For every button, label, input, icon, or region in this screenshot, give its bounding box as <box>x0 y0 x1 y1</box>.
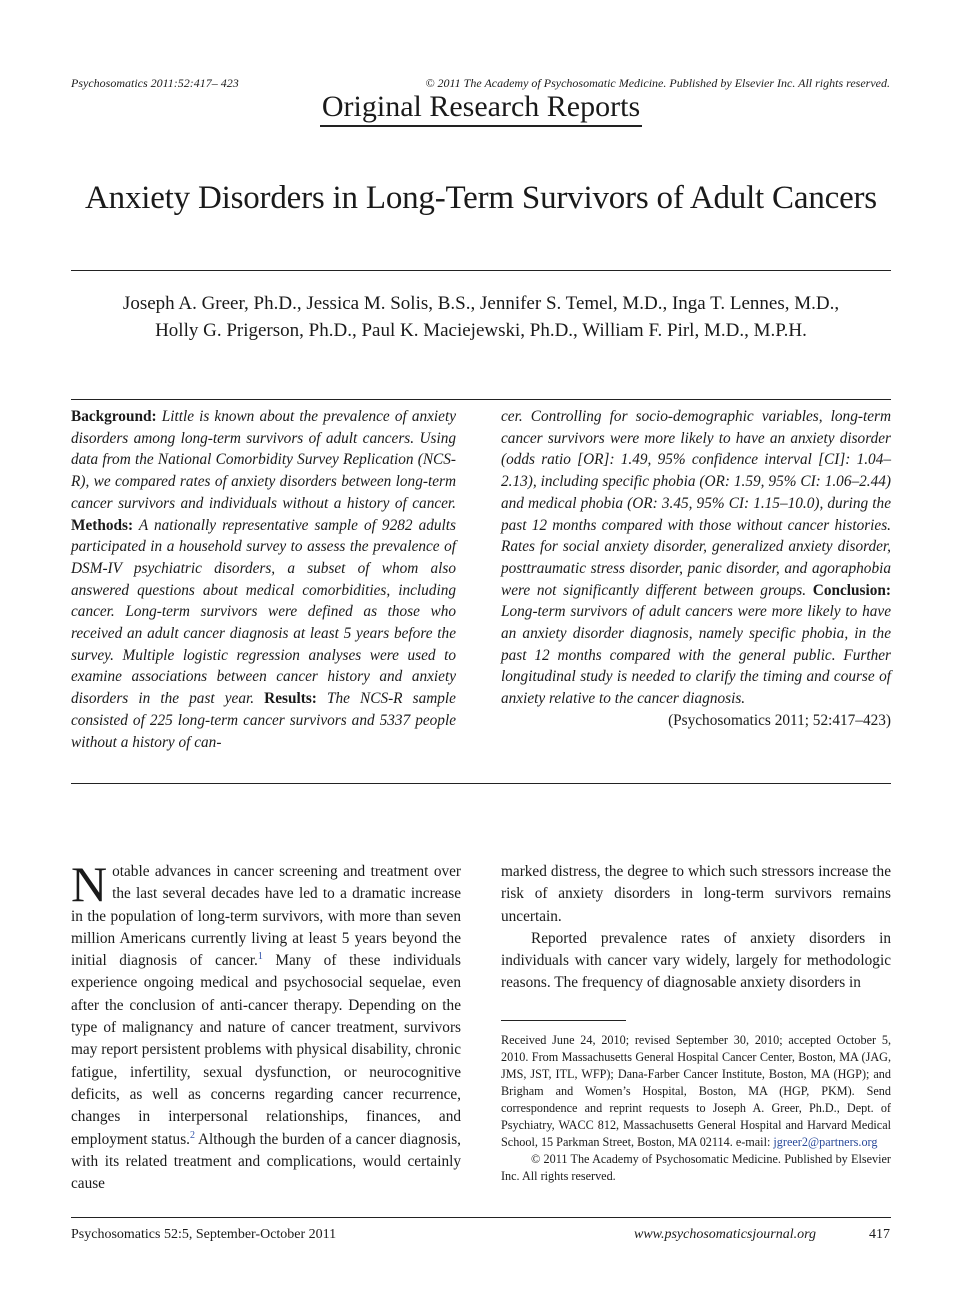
running-header-citation: Psychosomatics 2011:52:417– 423 <box>71 76 239 90</box>
conclusion-label: Conclusion: <box>812 581 891 599</box>
footnote-received: Received June 24, 2010; revised September 30, 2010; accepted October 5, 2010. From Massachusetts General Hospital Cancer Center, Boston, MA (JAG, JMS, JST, ITL, WFP); Dana-Farber Cancer Institute, Boston, MA (HGP); and Brigham and Women’s Hospital, Boston, MA (HGP, PKM). Send correspondence and reprint requests to Joseph A. Greer, Ph.D., Dept. of Psychiatry, WACC 812, Massachusetts General Hospital and Harvard Medical School, 15 Parkman Street, Boston, MA 02114. e-mail: <box>501 1033 891 1149</box>
results-text-part-2: cer. Controlling for socio-demographic variables, long-term cancer survivors were more likely to have an anxiety disorder (odds ratio [OR]: 1.49, 95% confidence interval [CI]: 1.04–2.13), including specific phobia (OR: 1.59, 95% CI: 1.06–2.44) and medical phobia (OR: 3.45, 95% CI: 1.15–10.0), during the past 12 months compared with those without cancer histories. Rates for social anxiety disorder, generalized anxiety disorder, posttraumatic stress disorder, panic disorder, and agoraphobia were not significantly different between groups. <box>501 408 891 599</box>
body-left-column <box>71 856 461 1195</box>
authors-line-1: Joseph A. Greer, Ph.D., Jessica M. Solis, B.S., Jennifer S. Temel, M.D., Inga T. Lennes, M.D., <box>122 293 840 314</box>
results-text-part-1: The NCS-R sample consisted of 225 long-term cancer survivors and 5337 people without a history of can- <box>71 690 456 751</box>
footnote-copyright: © 2011 The Academy of Psychosomatic Medicine. Published by Elsevier Inc. All rights reserved. <box>501 1152 891 1183</box>
abstract-bottom-rule <box>71 783 891 784</box>
body-right-column <box>501 861 891 995</box>
authors-line-2: Holly G. Prigerson, Ph.D., Paul K. Maciejewski, Ph.D., William F. Pirl, M.D., M.P.H. <box>155 320 807 341</box>
author-list <box>71 290 891 344</box>
background-label: Background: <box>71 408 157 425</box>
title-rule <box>71 270 891 271</box>
footer-journal: Psychosomatics 52:5, September-October 2011 <box>71 1227 337 1242</box>
footnote-rule <box>501 1020 626 1021</box>
abstract-top-rule <box>71 399 891 400</box>
page-number: 417 <box>869 1227 890 1242</box>
body-paragraph-1c-part-1: Although the burden of a cancer diagnosis, with its related treatment and complications, would certainly cause <box>71 1130 461 1193</box>
conclusion-text: Long-term survivors of adult cancers were more likely to have an anxiety disorder diagnosis, namely specific phobia, in the past 12 months compared with the general public. Further longitudinal study is needed to clarify the timing and course of anxiety relative to the cancer diagnosis. <box>501 603 891 708</box>
body-paragraph-1c-part-2: marked distress, the degree to which such stressors increase the risk of anxiety disorders in long-term survivors remains uncertain. <box>501 863 891 925</box>
abstract-right-column <box>501 406 891 732</box>
results-label: Results: <box>264 690 317 708</box>
running-header-copyright: © 2011 The Academy of Psychosomatic Medicine. Published by Elsevier Inc. All rights reserved. <box>425 76 890 90</box>
methods-label: Methods: <box>71 516 134 534</box>
body-paragraph-1a: otable advances in cancer screening and treatment over the last several decades have led to a dramatic increase in the population of long-term survivors, with more than seven million Americans currently living at least 5 years beyond the initial diagnosis of cancer. <box>71 863 461 970</box>
methods-text: A nationally representative sample of 9282 adults participated in a household survey to assess the prevalence of DSM-IV psychiatric disorders, a subset of whom also answered questions about medical comorbidities, including cancer. Long-term survivors were defined as those who received an adult cancer diagnosis at least 5 years before the survey. Multiple logistic regression analyses were used to examine associations between cancer history and anxiety disorders in the past year. <box>71 516 456 708</box>
footnote <box>501 1032 891 1185</box>
drop-cap: N <box>71 856 108 912</box>
body-paragraph-1b: Many of these individuals experience ongoing medical and psychosocial sequelae, even after the conclusion of anti-cancer therapy. Depending on the type of malignancy and nature of cancer treatment, survivors may report persistent problems with physical disability, chronic fatigue, infertility, sexual dysfunction, or neurocognitive deficits, as well as concerns regarding cancer recurrence, changes in interpersonal relationships, finances, and employment status. <box>71 952 461 1148</box>
abstract-citation: (Psychosomatics 2011; 52:417–423) <box>668 711 891 729</box>
footer-website-link[interactable]: www.psychosomaticsjournal.org <box>634 1227 817 1242</box>
reference-2[interactable]: 2 <box>189 1129 195 1141</box>
section-heading-text: Original Research Reports <box>320 90 642 127</box>
footer-rule <box>71 1217 891 1218</box>
article-title: Anxiety Disorders in Long-Term Survivors of Adult Cancers <box>85 180 877 216</box>
abstract-left-column <box>71 406 456 753</box>
reference-1[interactable]: 1 <box>257 951 263 963</box>
email-link[interactable]: jgreer2@partners.org <box>773 1135 878 1149</box>
body-paragraph-2: Reported prevalence rates of anxiety disorders in individuals with cancer vary widely, largely for methodologic reasons. The frequency of diagnosable anxiety disorders in <box>501 929 891 992</box>
background-text: Little is known about the prevalence of anxiety disorders among long-term survivors of adult cancers. Using data from the National Comorbidity Survey Replication (NCS-R), we compared rates of anxiety disorders between long-term cancer survivors and individuals without a history of cancer. <box>71 408 456 512</box>
section-heading <box>0 90 962 124</box>
